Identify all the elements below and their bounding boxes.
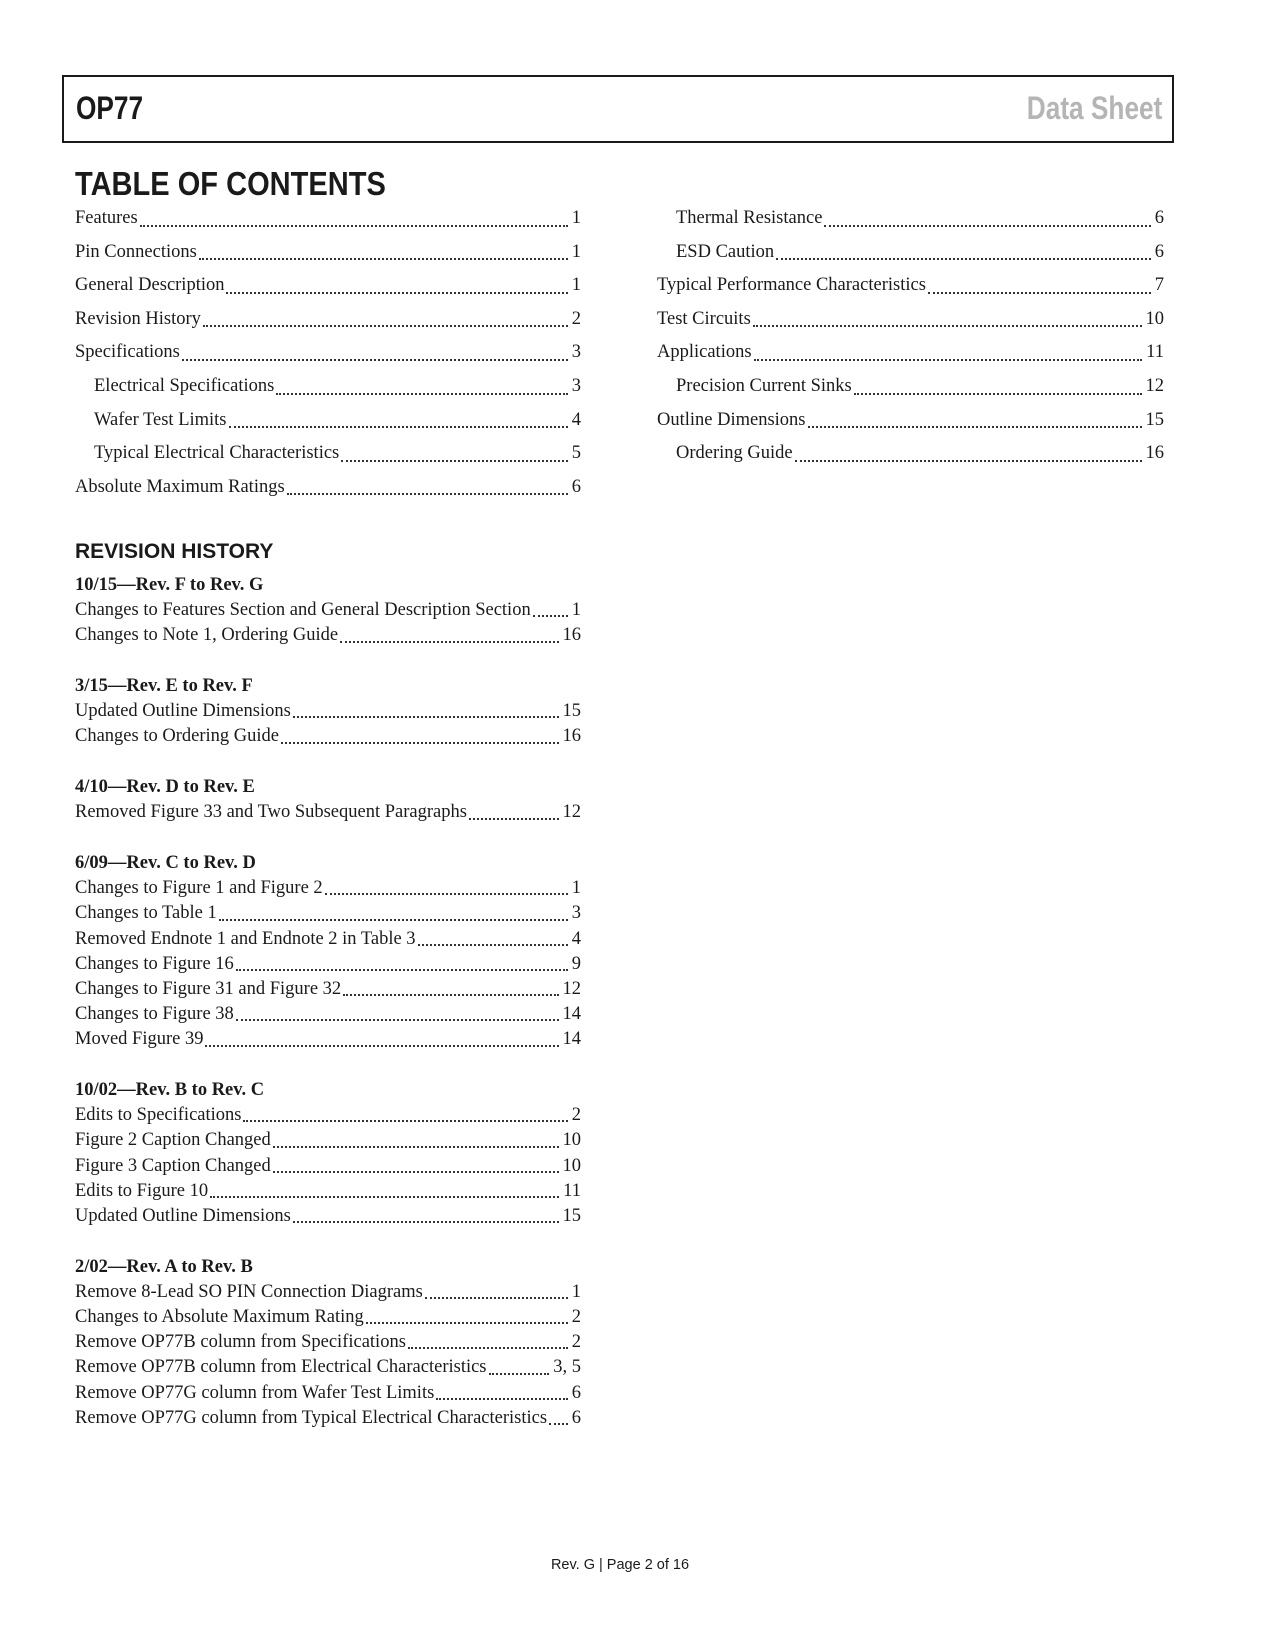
revision-item [75, 1381, 581, 1406]
revision-item-page: 6 [571, 1407, 581, 1428]
toc-entry[interactable] [657, 236, 1164, 270]
toc-entry-label: ESD Caution [676, 241, 775, 262]
toc-entry-label: Applications [657, 342, 752, 363]
revision-leader-dots [533, 614, 568, 617]
revision-group [75, 775, 581, 825]
revision-heading: 10/15—Rev. F to Rev. G [75, 575, 264, 595]
revision-item-page: 10 [562, 1155, 581, 1176]
revision-item-label: Changes to Features Section and General Description Section [75, 600, 531, 621]
toc-entry[interactable] [75, 336, 581, 370]
toc-entry[interactable] [657, 303, 1164, 337]
revision-group [75, 573, 581, 649]
revision-group [75, 1255, 581, 1431]
revision-group [75, 851, 581, 1053]
revision-heading: 10/02—Rev. B to Rev. C [75, 1080, 265, 1100]
toc-entry-page: 1 [571, 275, 581, 296]
revision-leader-dots [273, 1170, 559, 1173]
revision-item [75, 1305, 581, 1330]
toc-entry[interactable] [657, 269, 1164, 303]
toc-entry-page: 12 [1145, 375, 1164, 396]
revision-item [75, 1406, 581, 1431]
revision-item-label: Moved Figure 39 [75, 1029, 204, 1050]
revision-leader-dots [236, 968, 568, 971]
page-header [62, 75, 1174, 143]
revision-item [75, 1355, 581, 1380]
revision-item [75, 598, 581, 623]
revision-item-page: 4 [571, 928, 581, 949]
revision-item-label: Remove 8-Lead SO PIN Connection Diagrams [75, 1281, 423, 1302]
revision-item-label: Updated Outline Dimensions [75, 701, 291, 722]
revision-item-label: Remove OP77G column from Typical Electrical Characteristics [75, 1407, 548, 1428]
toc-leader-dots [199, 257, 568, 260]
revision-item [75, 901, 581, 926]
toc-leader-dots [754, 358, 1143, 361]
toc-entry[interactable] [75, 236, 581, 270]
toc-entry-label: Thermal Resistance [676, 208, 823, 228]
revision-item-label: Updated Outline Dimensions [75, 1205, 291, 1226]
revision-item-label: Removed Endnote 1 and Endnote 2 in Table 3 [75, 928, 416, 949]
revision-leader-dots [549, 1422, 568, 1425]
revision-leader-dots [293, 1220, 559, 1223]
revision-leader-dots [340, 640, 558, 643]
toc-leader-dots [140, 224, 568, 227]
revision-item-label: Figure 2 Caption Changed [75, 1130, 271, 1151]
toc-entry[interactable] [657, 336, 1164, 370]
revision-leader-dots [436, 1397, 567, 1400]
revision-item-page: 10 [562, 1130, 581, 1151]
revision-leader-dots [408, 1346, 568, 1349]
toc-leader-dots [341, 459, 567, 462]
revision-item [75, 1128, 581, 1153]
revision-heading: 3/15—Rev. E to Rev. F [75, 676, 253, 697]
toc-leader-dots [795, 459, 1142, 462]
revision-group [75, 1078, 581, 1229]
revision-leader-dots [366, 1321, 568, 1324]
revision-item-page: 15 [562, 1205, 581, 1226]
toc-leader-dots [226, 291, 567, 294]
revision-item-page: 3 [571, 903, 581, 924]
toc-entry-label: Features [75, 208, 138, 228]
toc-entry[interactable] [75, 269, 581, 303]
page-footer: Rev. G | Page 2 of 16 [550, 1557, 690, 1573]
revision-leader-dots [489, 1372, 550, 1375]
revision-item-page: 16 [562, 726, 581, 747]
toc-entry-label: Absolute Maximum Ratings [75, 476, 285, 497]
toc-entry-label: General Description [75, 275, 225, 296]
toc-entry-label: Test Circuits [657, 308, 751, 329]
toc-entry-page: 7 [1154, 275, 1164, 296]
revision-item-label: Remove OP77G column from Wafer Test Limits [75, 1382, 435, 1403]
revision-item-label: Changes to Ordering Guide [75, 726, 279, 747]
toc-leader-dots [824, 224, 1150, 227]
revision-item [75, 1179, 581, 1204]
toc-left-column [75, 202, 581, 504]
revision-leader-dots [273, 1145, 559, 1148]
toc-entry-label: Specifications [75, 342, 180, 363]
revision-leader-dots [293, 715, 559, 718]
revision-item [75, 1103, 581, 1128]
revision-item [75, 1280, 581, 1305]
toc-entry-page: 4 [571, 409, 581, 430]
revision-item [75, 1154, 581, 1179]
toc-leader-dots [753, 324, 1142, 327]
revision-item-page: 1 [571, 1281, 581, 1302]
revision-leader-dots [418, 943, 568, 946]
toc-leader-dots [287, 492, 568, 495]
toc-leader-dots [928, 291, 1151, 294]
document-type: Data Sheet [1026, 90, 1162, 126]
revision-item-page: 12 [562, 802, 581, 823]
revision-item [75, 1204, 581, 1229]
toc-entry-page: 1 [571, 208, 581, 228]
revision-item-page: 3, 5 [553, 1357, 581, 1378]
revision-history-list [75, 573, 581, 1456]
revision-item-label: Remove OP77B column from Specifications [75, 1332, 406, 1353]
revision-item [75, 1330, 581, 1355]
toc-entry-label: Revision History [75, 308, 201, 329]
revision-leader-dots [243, 1119, 567, 1122]
toc-entry[interactable] [75, 303, 581, 337]
revision-item-page: 1 [571, 600, 581, 621]
revision-heading: 4/10—Rev. D to Rev. E [75, 777, 255, 798]
revision-item [75, 927, 581, 952]
revision-item [75, 623, 581, 648]
revision-item-label: Remove OP77B column from Electrical Characteristics [75, 1357, 487, 1378]
toc-entry-label: Wafer Test Limits [94, 409, 227, 430]
toc-entry-page: 16 [1145, 443, 1164, 464]
toc-leader-dots [203, 324, 568, 327]
revision-leader-dots [325, 892, 568, 895]
toc-entry[interactable] [75, 404, 581, 438]
toc-leader-dots [776, 257, 1151, 260]
revision-item-page: 9 [571, 953, 581, 974]
revision-heading: 2/02—Rev. A to Rev. B [75, 1256, 253, 1277]
revision-item-label: Changes to Figure 31 and Figure 32 [75, 978, 342, 999]
revision-item-label: Changes to Figure 38 [75, 1004, 234, 1025]
toc-entry[interactable] [657, 437, 1164, 471]
revision-item-page: 12 [562, 978, 581, 999]
revision-item-page: 15 [562, 701, 581, 722]
toc-entry-page: 1 [571, 241, 581, 262]
toc-entry-label: Typical Electrical Characteristics [94, 443, 340, 464]
revision-item-page: 14 [562, 1029, 581, 1050]
revision-leader-dots [343, 993, 558, 996]
revision-item-page: 11 [563, 1180, 581, 1201]
toc-entry[interactable] [75, 471, 581, 505]
toc-leader-dots [229, 425, 568, 428]
revision-leader-dots [205, 1044, 558, 1047]
revision-leader-dots [281, 741, 559, 744]
toc-entry-page: 3 [571, 342, 581, 363]
product-name: OP77 [76, 90, 144, 126]
revision-group [75, 674, 581, 750]
revision-heading: 6/09—Rev. C to Rev. D [75, 853, 256, 873]
revision-item-page: 1 [571, 878, 581, 899]
revision-item-page: 2 [571, 1105, 581, 1126]
revision-item-page: 14 [562, 1004, 581, 1025]
toc-entry-page: 6 [1154, 208, 1164, 228]
revision-item-label: Changes to Figure 16 [75, 953, 234, 974]
toc-entry-label: Electrical Specifications [94, 375, 275, 396]
revision-item [75, 876, 581, 901]
revision-leader-dots [210, 1195, 559, 1198]
toc-entry-page: 11 [1146, 342, 1164, 363]
revision-leader-dots [425, 1296, 568, 1299]
toc-leader-dots [808, 425, 1142, 428]
revision-item-label: Changes to Table 1 [75, 903, 217, 924]
revision-item [75, 1027, 581, 1052]
toc-right-column [657, 202, 1164, 471]
revision-item [75, 800, 581, 825]
toc-entry-label: Pin Connections [75, 241, 197, 262]
revision-item [75, 699, 581, 724]
revision-item-page: 2 [571, 1307, 581, 1327]
revision-item-label: Edits to Specifications [75, 1105, 242, 1126]
toc-entry[interactable] [75, 202, 581, 236]
toc-leader-dots [854, 392, 1142, 395]
revision-item-label: Edits to Figure 10 [75, 1180, 209, 1201]
revision-item-label: Changes to Absolute Maximum Rating [75, 1307, 364, 1327]
revision-item [75, 977, 581, 1002]
revision-leader-dots [469, 817, 559, 820]
toc-entry-label: Ordering Guide [676, 443, 793, 464]
toc-entry-page: 15 [1145, 409, 1164, 430]
toc-entry[interactable] [75, 370, 581, 404]
toc-entry-page: 6 [571, 476, 581, 497]
toc-entry[interactable] [657, 404, 1164, 438]
toc-title: TABLE OF CONTENTS [75, 165, 386, 202]
revision-item-page: 2 [571, 1332, 581, 1353]
toc-leader-dots [276, 392, 567, 395]
toc-entry[interactable] [657, 202, 1164, 236]
toc-entry-page: 6 [1154, 241, 1164, 262]
toc-entry-label: Precision Current Sinks [676, 375, 852, 396]
revision-item-page: 6 [571, 1382, 581, 1403]
revision-history-title: REVISION HISTORY [75, 540, 274, 563]
toc-entry-label: Outline Dimensions [657, 409, 806, 430]
revision-leader-dots [219, 918, 568, 921]
toc-entry[interactable] [657, 370, 1164, 404]
toc-entry-label: Typical Performance Characteristics [657, 275, 926, 296]
toc-entry-page: 10 [1145, 308, 1164, 329]
revision-item [75, 1002, 581, 1027]
toc-entry-page: 2 [571, 308, 581, 329]
revision-item-label: Changes to Note 1, Ordering Guide [75, 625, 339, 646]
revision-item-label: Removed Figure 33 and Two Subsequent Paragraphs [75, 802, 467, 823]
revision-item-label: Figure 3 Caption Changed [75, 1155, 271, 1176]
toc-entry-page: 3 [571, 375, 581, 396]
revision-item-label: Changes to Figure 1 and Figure 2 [75, 878, 323, 899]
revision-leader-dots [236, 1018, 559, 1021]
toc-entry-page: 5 [571, 443, 581, 464]
revision-item-page: 16 [562, 625, 581, 646]
revision-item [75, 952, 581, 977]
toc-leader-dots [182, 358, 568, 361]
revision-item [75, 724, 581, 749]
toc-entry[interactable] [75, 437, 581, 471]
